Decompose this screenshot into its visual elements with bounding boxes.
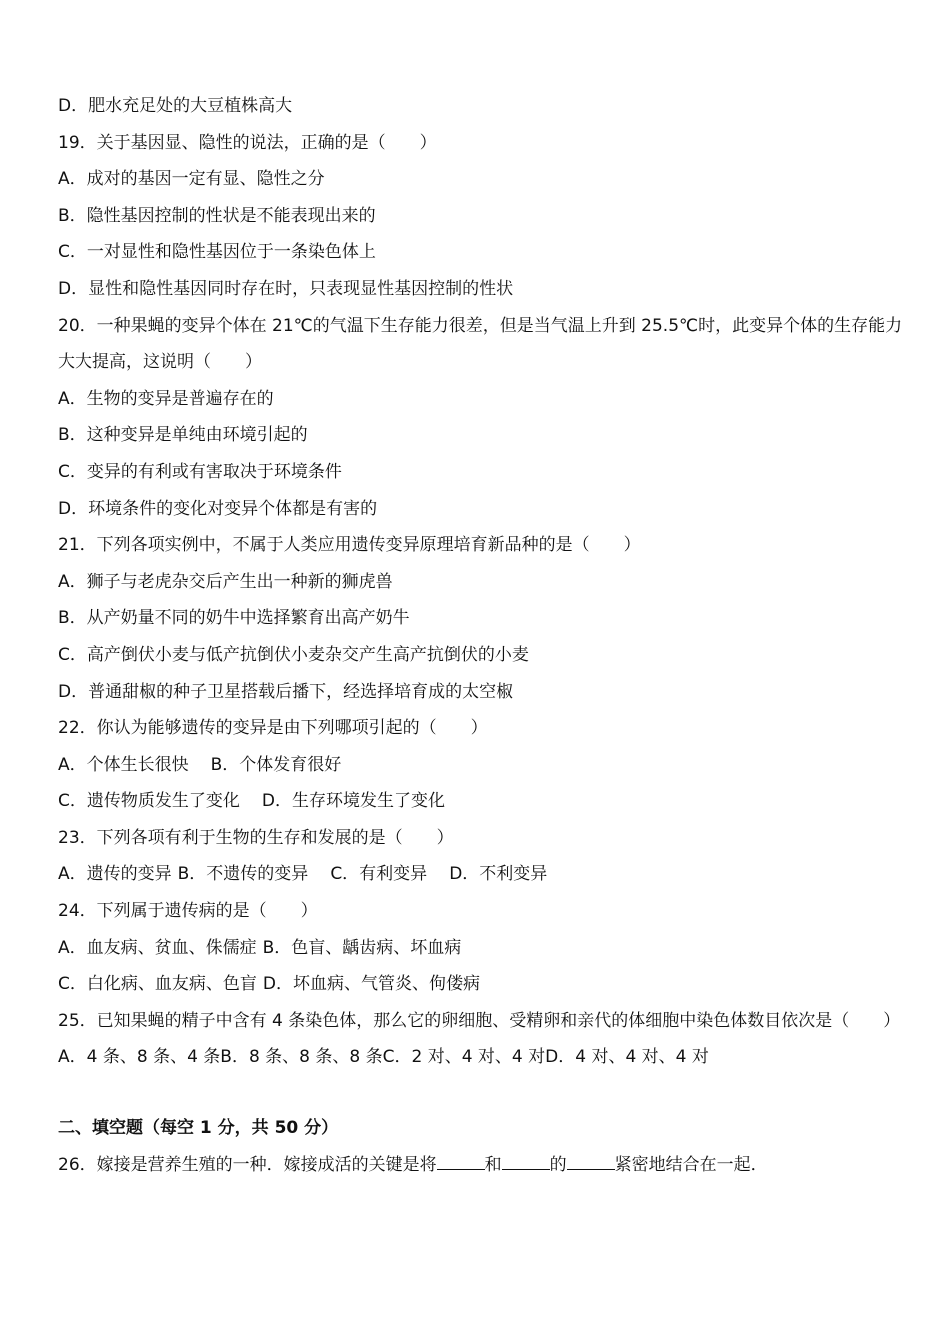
q24-options-cd (58, 966, 903, 1003)
q20-option-b: B．这种变异是单纯由环境引起的 (58, 425, 308, 446)
q21-option-a: A．狮子与老虎杂交后产生出一种新的狮虎兽 (58, 571, 393, 592)
q26-text-4: 紧密地结合在一起． (614, 1154, 768, 1175)
q24-option-b: B．色盲、龋齿病、坏血病 (262, 937, 462, 958)
q21-option-c: C．高产倒伏小麦与低产抗倒伏小麦杂交产生高产抗倒伏的小麦 (58, 644, 529, 665)
q20-stem: 20．一种果蝇的变异个体在 21℃的气温下生存能力很差，但是当气温上升到 25.5℃时，此变异个体的生存能力大大提高，这说明（ ） (58, 315, 903, 373)
q19-stem: 19．关于基因显、隐性的说法，正确的是（ ） (58, 132, 437, 153)
q20-option-a: A．生物的变异是普遍存在的 (58, 388, 274, 409)
q20-option-c: C．变异的有利或有害取决于环境条件 (58, 461, 342, 482)
q22-option-c: C．遗传物质发生了变化 (58, 791, 240, 812)
q23-stem: 23．下列各项有利于生物的生存和发展的是（ ） (58, 827, 454, 848)
q24-option-c: C．白化病、血友病、色盲 (58, 974, 257, 995)
q26-blank-1[interactable] (437, 1155, 485, 1170)
q19-option-d: D．显性和隐性基因同时存在时，只表现显性基因控制的性状 (58, 278, 514, 299)
q24-option-d: D．坏血病、气管炎、佝偻病 (262, 974, 480, 995)
q22-option-a: A．个体生长很快 (58, 754, 189, 775)
q20-option-d: D．环境条件的变化对变异个体都是有害的 (58, 498, 378, 519)
q23-options (58, 856, 903, 893)
q21-option-b: B．从产奶量不同的奶牛中选择繁育出高产奶牛 (58, 608, 410, 629)
q24-options-ab (58, 930, 903, 967)
q25-stem: 25．已知果蝇的精子中含有 4 条染色体，那么它的卵细胞、受精卵和亲代的体细胞中染色体数目依次是（ ） (58, 1010, 901, 1031)
q22-option-b: B．个体发育很好 (210, 754, 342, 775)
section-heading-fill-in: 二、填空题（每空 1 分，共 50 分） (58, 1118, 339, 1139)
q26-text-2: 和 (484, 1154, 502, 1175)
q25-options (58, 1039, 903, 1076)
q21-stem: 21．下列各项实例中，不属于人类应用遗传变异原理培育新品种的是（ ） (58, 535, 641, 556)
q23-option-c: C．有利变异 (330, 864, 428, 885)
q22-options-ab (58, 747, 903, 784)
exam-page (58, 88, 903, 1183)
q25-option-c: C．2 对、4 对、4 对 (382, 1047, 546, 1068)
q22-options-cd (58, 783, 903, 820)
q22-stem: 22．你认为能够遗传的变异是由下列哪项引起的（ ） (58, 718, 488, 739)
q22-option-d: D．生存环境发生了变化 (261, 791, 445, 812)
q25-option-b: B．8 条、8 条、8 条 (220, 1047, 383, 1068)
q23-option-b: B．不遗传的变异 (177, 864, 309, 885)
q23-option-a: A．遗传的变异 (58, 864, 172, 885)
q19-option-b: B．隐性基因控制的性状是不能表现出来的 (58, 205, 376, 226)
q19-option-c: C．一对显性和隐性基因位于一条染色体上 (58, 242, 376, 263)
q25-option-a: A．4 条、8 条、4 条 (58, 1047, 221, 1068)
q26-blank-3[interactable] (567, 1155, 615, 1170)
q24-option-a: A．血友病、贫血、侏儒症 (58, 937, 257, 958)
q26-blank-2[interactable] (502, 1155, 550, 1170)
q26-text-3: 的 (549, 1154, 567, 1175)
q26-stem (58, 1147, 903, 1184)
q24-stem: 24．下列属于遗传病的是（ ） (58, 901, 318, 922)
q23-option-d: D．不利变异 (449, 864, 548, 885)
q19-option-a: A．成对的基因一定有显、隐性之分 (58, 169, 325, 190)
q18-option-d: D．肥水充足处的大豆植株高大 (58, 96, 293, 116)
q26-text-1: 26．嫁接是营养生殖的一种．嫁接成活的关键是将 (58, 1154, 437, 1175)
q25-option-d: D．4 对、4 对、4 对 (545, 1047, 709, 1068)
q21-option-d: D．普通甜椒的种子卫星搭载后播下，经选择培育成的太空椒 (58, 681, 514, 702)
